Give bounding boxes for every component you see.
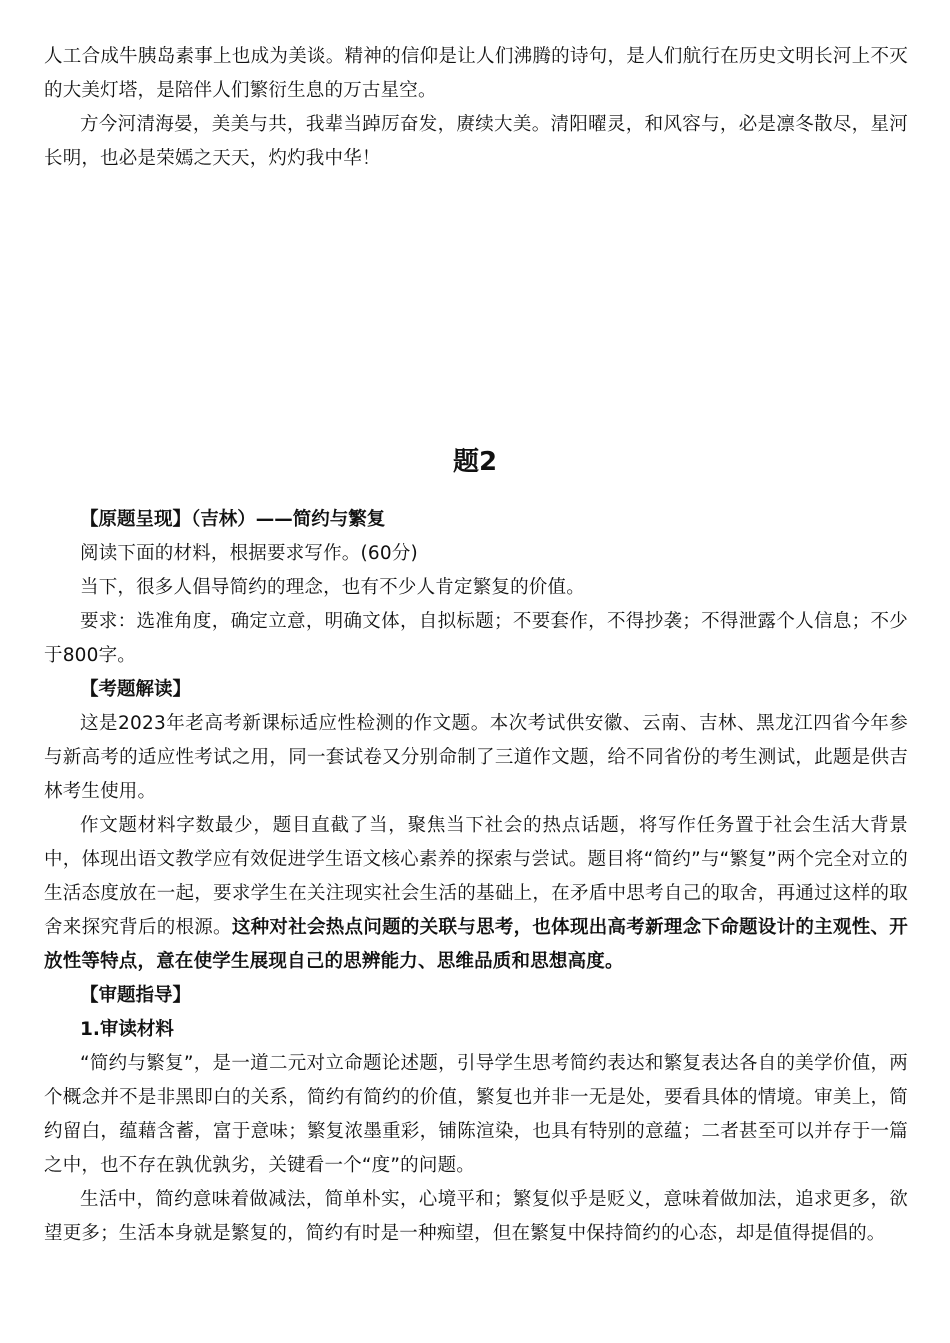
interpretation-label: 【考题解读】 (80, 679, 192, 700)
question-heading: 题2 (452, 447, 498, 477)
material-line: 当下，很多人倡导简约的理念，也有不少人肯定繁复的价值。 (80, 577, 585, 598)
interpretation-paragraph-1: 这是2023年老高考新课标适应性检测的作文题。本次考试供安徽、云南、吉林、黑龙江四省今年参与新高考的适应性考试之用，同一套试卷又分别命制了三道作文题，给不同省份的考生测试，此题是供吉林考生使用。 (44, 713, 908, 802)
requirements-paragraph: 要求：选准角度，确定立意，明确文体，自拟标题；不要套作，不得抄袭；不得泄露个人信息；不少于800字。 (44, 611, 908, 666)
guidance-subheading: 1.审读材料 (80, 1019, 174, 1040)
guidance-label: 【审题指导】 (80, 985, 192, 1006)
original-question-label: 【原题呈现】（吉林）——简约与繁复 (80, 509, 386, 530)
instruction-line: 阅读下面的材料，根据要求写作。(60分) (80, 543, 418, 564)
closing-paragraph: 方今河清海晏，美美与共，我辈当踔厉奋发，赓续大美。清阳曜灵，和风容与，必是凛冬散尽，星河长明，也必是荣嫣之天天，灼灼我中华！ (44, 114, 908, 169)
interpretation-text: 作文题材料字数最少，题目直截了当，聚焦当下社会的热点话题，将写作任务置于社会生活大背景中，体现出语文教学应有效促进学生语文核心素养的探索与尝试。题目将“简约”与“繁复”两个完全对立的生活态度放在一起，要求学生在关注现实社会生活的基础上，在矛盾中思考自己的取舍，再通过这样的取舍来探究背后的根源。 (44, 815, 908, 938)
carryover-paragraph: 人工合成牛胰岛素事上也成为美谈。精神的信仰是让人们沸腾的诗句，是人们航行在历史文明长河上不灭的大美灯塔，是陪伴人们繁衍生息的万古星空。 (44, 46, 908, 101)
guidance-paragraph-2: 生活中，简约意味着做减法，简单朴实，心境平和；繁复似乎是贬义，意味着做加法，追求更多，欲望更多；生活本身就是繁复的，简约有时是一种痴望，但在繁复中保持简约的心态，却是值得提倡的。 (44, 1189, 908, 1244)
interpretation-paragraph-2 (44, 809, 908, 979)
guidance-paragraph-1: “简约与繁复”，是一道二元对立命题论述题，引导学生思考简约表达和繁复表达各自的美学价值，两个概念并不是非黑即白的关系，简约有简约的价值，繁复也并非一无是处，要看具体的情境。审美上，简约留白，蕴藉含蓄，富于意味；繁复浓墨重彩，铺陈渲染，也具有特别的意蕴；二者甚至可以并存于一篇之中，也不存在孰优孰劣，关键看一个“度”的问题。 (44, 1053, 908, 1176)
interpretation-bold-text: 这种对社会热点问题的关联与思考，也体现出高考新理念下命题设计的主观性、开放性等特点，意在使学生展现自己的思辨能力、思维品质和思想高度。 (44, 917, 908, 972)
